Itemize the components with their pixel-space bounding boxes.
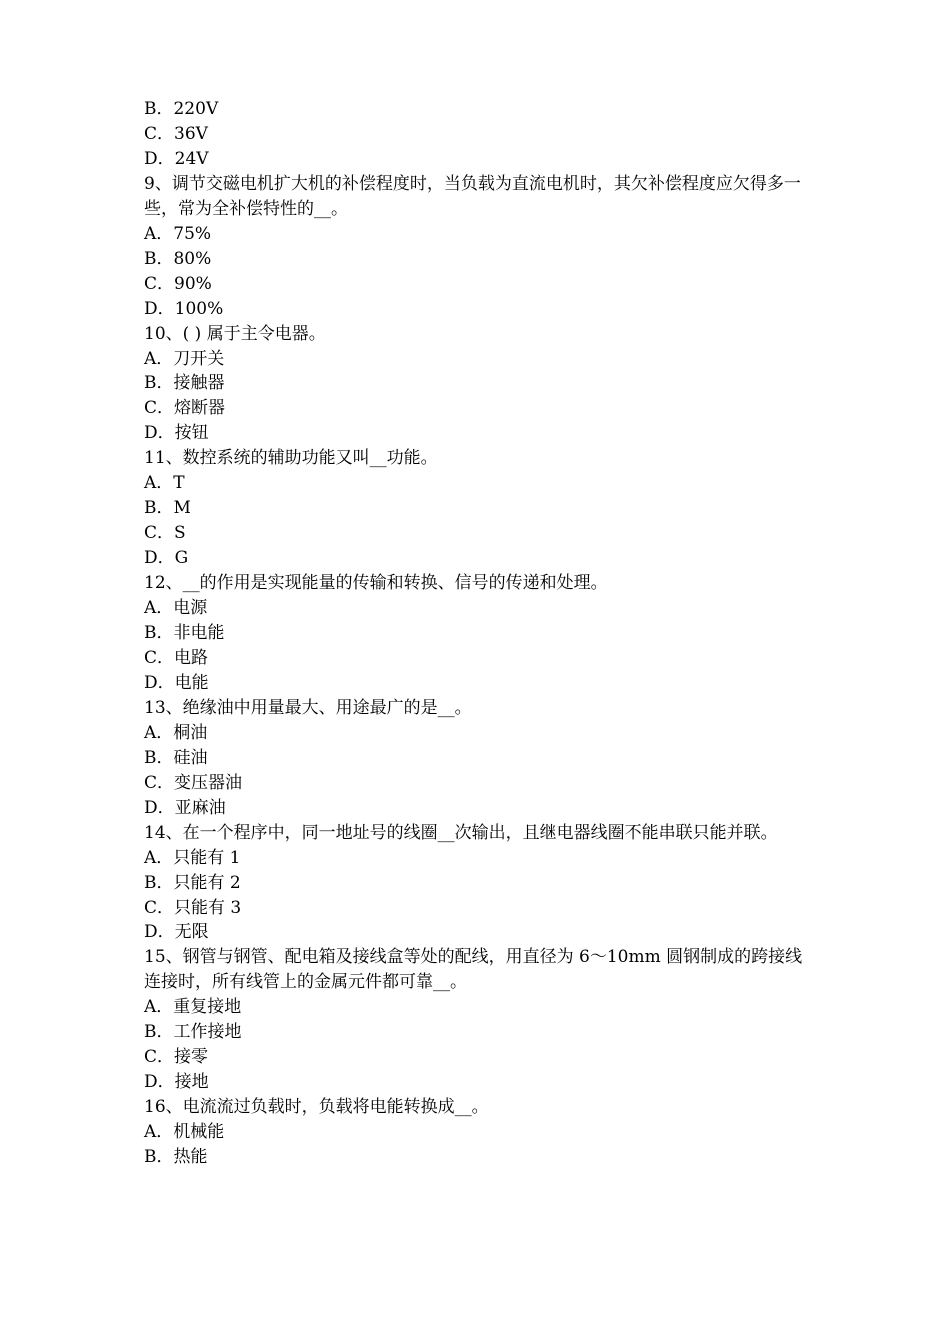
- answer-option: B．220V: [144, 99, 219, 119]
- answer-option: C．熔断器: [144, 398, 226, 419]
- document-page: [144, 97, 814, 1170]
- answer-option: B．硅油: [144, 747, 208, 768]
- answer-option: B．工作接地: [144, 1022, 242, 1043]
- answer-option: C．变压器油: [144, 772, 243, 793]
- answer-option: A．只能有 1: [144, 847, 241, 868]
- answer-option: A．电源: [144, 598, 208, 619]
- answer-option: D．100%: [144, 298, 224, 319]
- question-text: 10、( ) 属于主令电器。: [144, 323, 326, 344]
- answer-option: B．M: [144, 498, 191, 519]
- answer-option: C．36V: [144, 123, 208, 144]
- answer-option: A．重复接地: [144, 997, 242, 1018]
- answer-option: A．75%: [144, 223, 212, 244]
- question-text: 12、__的作用是实现能量的传输和转换、信号的传递和处理。: [144, 573, 608, 594]
- question-text: 9、调节交磁电机扩大机的补偿程度时，当负载为直流电机时，其欠补偿程度应欠得多一些，常为全补偿特性的__。: [144, 173, 801, 219]
- answer-option: C．接零: [144, 1047, 209, 1068]
- answer-option: B．接触器: [144, 373, 225, 394]
- answer-option: A．机械能: [144, 1122, 225, 1143]
- answer-option: D．接地: [144, 1072, 209, 1093]
- answer-option: C．电路: [144, 647, 209, 668]
- answer-option: B．非电能: [144, 623, 225, 644]
- answer-option: C．S: [144, 523, 186, 544]
- answer-option: D．电能: [144, 672, 209, 693]
- answer-option: B．80%: [144, 248, 212, 269]
- answer-option: B．热能: [144, 1147, 208, 1168]
- question-text: 14、在一个程序中，同一地址号的线圈__次输出，且继电器线圈不能串联只能并联。: [144, 822, 778, 843]
- answer-option: C．只能有 3: [144, 897, 242, 918]
- answer-option: A．T: [144, 473, 185, 494]
- answer-option: D．亚麻油: [144, 797, 226, 818]
- question-text: 13、绝缘油中用量最大、用途最广的是__。: [144, 697, 472, 718]
- answer-option: D．24V: [144, 148, 209, 169]
- question-text: 16、电流流过负载时，负载将电能转换成__。: [144, 1097, 489, 1118]
- answer-option: B．只能有 2: [144, 872, 241, 893]
- answer-option: C．90%: [144, 273, 212, 294]
- answer-option: D．无限: [144, 922, 209, 943]
- question-text: 15、钢管与钢管、配电箱及接线盒等处的配线，用直径为 6～10mm 圆钢制成的跨接线连接时，所有线管上的金属元件都可靠__。: [144, 947, 803, 993]
- answer-option: A．桐油: [144, 722, 208, 743]
- answer-option: D．G: [144, 548, 189, 569]
- question-text: 11、数控系统的辅助功能又叫__功能。: [144, 448, 438, 469]
- answer-option: D．按钮: [144, 423, 209, 444]
- answer-option: A．刀开关: [144, 348, 225, 369]
